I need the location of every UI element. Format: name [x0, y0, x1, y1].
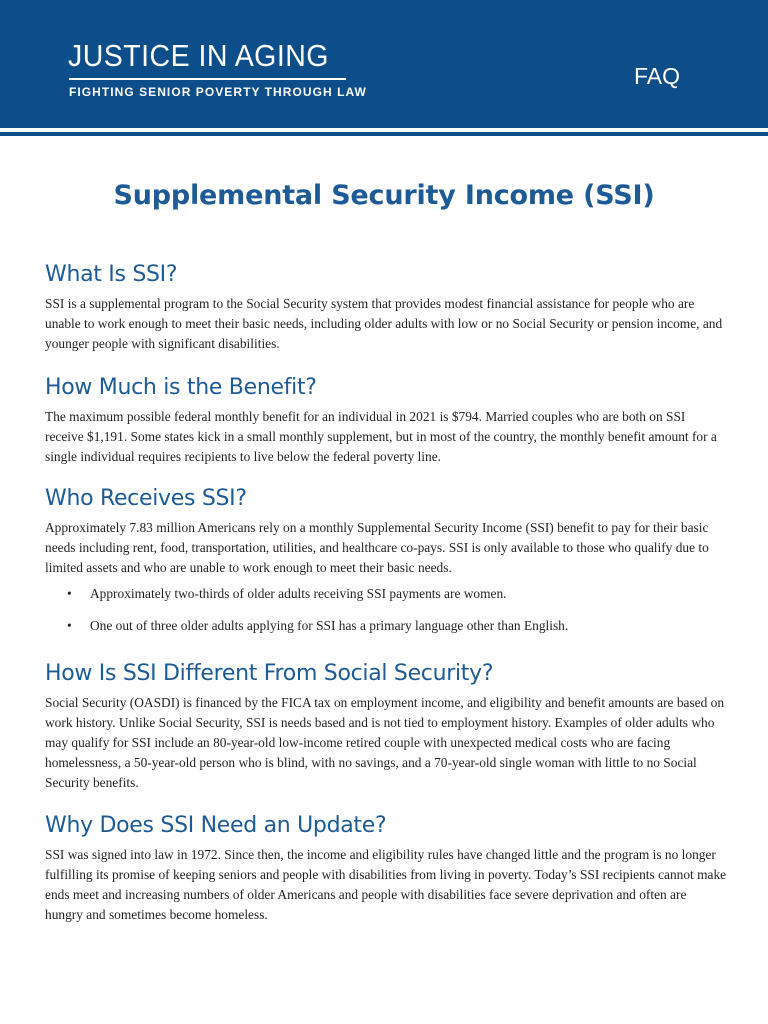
logo-text: JUSTICE IN AGING — [68, 38, 329, 73]
list-item — [45, 584, 727, 604]
bullet-icon: • — [67, 618, 72, 633]
section-heading: Who Receives SSI? — [45, 486, 247, 511]
list-item — [45, 616, 727, 636]
section-what-is-ssi — [45, 260, 727, 354]
section-body: Approximately 7.83 million Americans rely on a monthly Supplemental Security Income (SSI) benefit to pay for their basic needs including rent, food, transportation, utilities, and healthcare co-pays. SSI is only available to those who qualify due to limited assets and who are unable to work enough to meet their basic needs. — [45, 520, 709, 575]
list-item-text: One out of three older adults applying for SSI has a primary language other than English. — [90, 618, 569, 633]
section-heading: What Is SSI? — [45, 262, 178, 287]
section-ssi-vs-social-security — [45, 659, 727, 793]
section-body: The maximum possible federal monthly benefit for an individual in 2021 is $794. Married couples who are both on SSI receive $1,191. Some states kick in a small monthly supplement, but in most of the country, the monthly benefit amount for a single individual requires recipients to live below the federal poverty line. — [45, 409, 717, 464]
logo-tagline: FIGHTING SENIOR POVERTY THROUGH LAW — [69, 85, 367, 99]
page-title: Supplemental Security Income (SSI) — [113, 180, 655, 211]
section-body: SSI was signed into law in 1972. Since then, the income and eligibility rules have changed little and the program is no longer fulfilling its promise of keeping seniors and people with disabilities from living in poverty. Today’s SSI recipients cannot make ends meet and increasing numbers of older Americans and people with disabilities face severe deprivation and often are hungry and sometimes become homeless. — [45, 847, 727, 922]
section-heading: How Much is the Benefit? — [45, 375, 317, 400]
section-heading: Why Does SSI Need an Update? — [45, 813, 387, 838]
section-body: Social Security (OASDI) is financed by the FICA tax on employment income, and eligibility and benefit amounts are based on work history. Unlike Social Security, SSI is needs based and is not tied to employment history. Examples of older adults who may qualify for SSI include an 80-year-old low-income retired couple with unexpected medical costs who are facing homelessness, a 50-year-old person who is blind, with no savings, and a 70-year-old single woman with little to no Social Security benefits. — [45, 695, 725, 790]
section-body: SSI is a supplemental program to the Social Security system that provides modest financial assistance for people who are unable to work enough to meet their basic needs, including older adults with low or no Social Security or pension income, and younger people with significant disabilities. — [45, 296, 723, 351]
logo-divider — [69, 78, 346, 80]
bullet-icon: • — [67, 586, 72, 601]
section-who-receives — [45, 484, 727, 648]
list-item-text: Approximately two-thirds of older adults receiving SSI payments are women. — [90, 586, 507, 601]
section-benefit — [45, 373, 727, 467]
bullet-list — [45, 584, 727, 636]
section-heading: How Is SSI Different From Social Security? — [45, 661, 494, 686]
section-update — [45, 811, 727, 925]
page-header — [0, 0, 768, 128]
header-rule — [0, 132, 768, 136]
faq-label: FAQ — [634, 63, 681, 89]
